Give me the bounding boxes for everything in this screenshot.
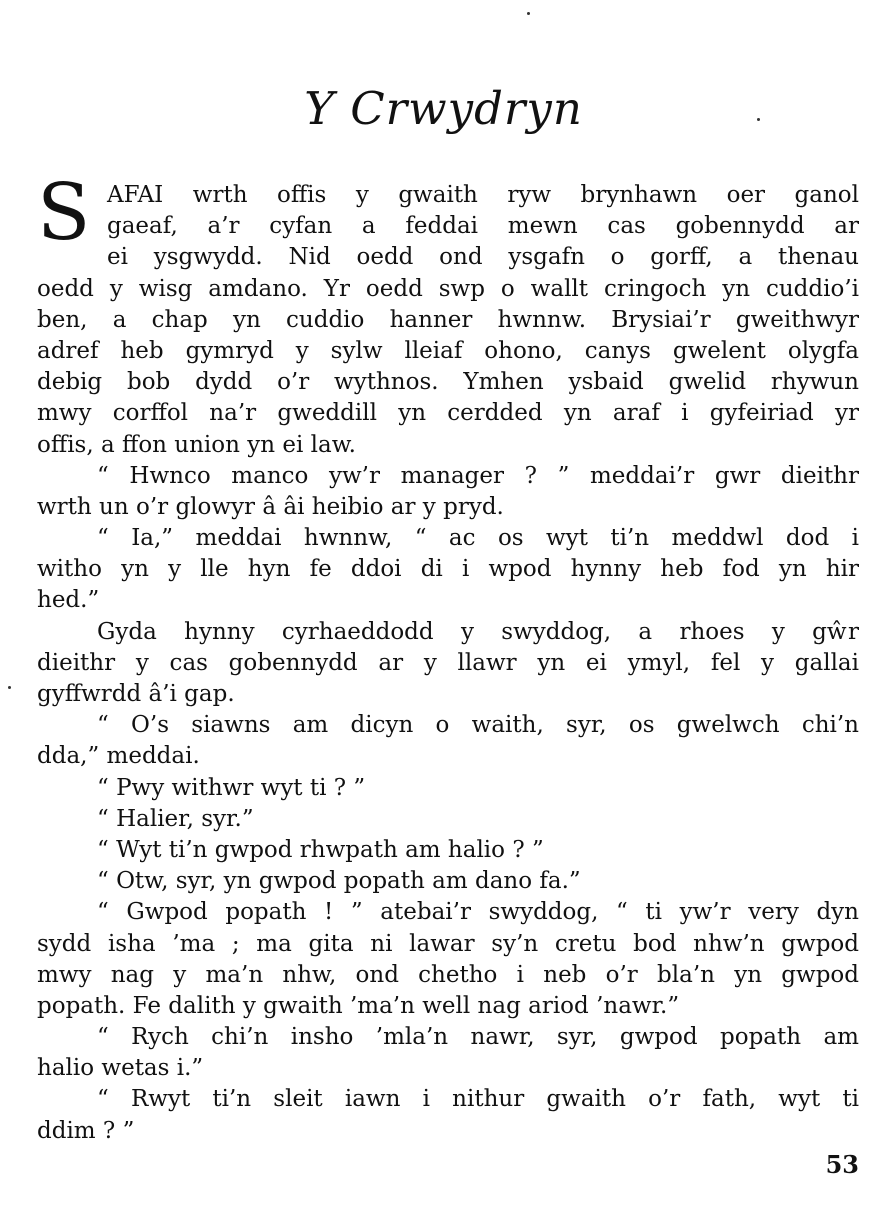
text-line: gyffwrdd â’i gap. <box>37 681 235 707</box>
text-line: mwy nag y ma’n nhw, ond chetho i neb o’r bla’n yn gwpod <box>37 961 859 988</box>
text-line: offis, a ffon union yn ei law. <box>37 431 356 458</box>
text-line: “ Hwnco manco yw’r manager ? ” meddai’r gwr dieithr <box>97 462 859 489</box>
text-line: “ Rych chi’n insho ’mla’n nawr, syr, gwpod popath am <box>97 1024 859 1051</box>
text-line: “ Otw, syr, yn gwpod popath am dano fa.” <box>97 868 581 895</box>
text-line: dieithr y cas gobennydd ar y llawr yn ei ymyl, fel y gallai <box>37 649 859 676</box>
text-line: ddim ? ” <box>37 1117 135 1144</box>
text-line: “ Wyt ti’n gwpod rhwpath am halio ? ” <box>97 836 544 863</box>
page-number: 53 <box>825 1150 859 1179</box>
text-line: hed.” <box>37 587 100 614</box>
text-line: “ Pwy withwr wyt ti ? ” <box>97 774 366 801</box>
text-line: oedd y wisg amdano. Yr oedd swp o wallt cringoch yn cuddio’i <box>37 275 859 302</box>
text-line: mwy corffol na’r gweddill yn cerdded yn araf i gyfeiriad yr <box>37 400 859 427</box>
text-line: debig bob dydd o’r wythnos. Ymhen ysbaid gwelid rhywun <box>37 369 859 396</box>
chapter-title: Y Crwydryn <box>304 82 583 135</box>
text-line: witho yn y lle hyn fe ddoi di i wpod hynny heb fod yn hir <box>37 556 859 583</box>
text-line: “ Ia,” meddai hwnnw, “ ac os wyt ti’n meddwl dod i <box>97 525 859 552</box>
text-line: “ O’s siawns am dicyn o waith, syr, os gwelwch chi’n <box>97 712 859 739</box>
text-line: “ Gwpod popath ! ” atebai’r swyddog, “ ti yw’r very dyn <box>97 899 859 926</box>
print-speck <box>8 686 11 689</box>
text-line: popath. Fe dalith y gwaith ’ma’n well nag ariod ’nawr.” <box>37 992 680 1019</box>
text-line: sydd isha ’ma ; ma gita ni lawar sy’n cretu bod nhw’n gwpod <box>37 930 859 957</box>
text-line: ben, a chap yn cuddio hanner hwnnw. Brysiai’r gweithwyr <box>37 306 859 333</box>
chapter-body <box>37 168 859 1147</box>
drop-cap: S <box>37 168 91 258</box>
print-speck <box>527 12 530 15</box>
text-line: halio wetas i.” <box>37 1055 204 1082</box>
text-line: wrth un o’r glowyr â âi heibio ar y pryd. <box>37 493 504 520</box>
text-line: “ Rwyt ti’n sleit iawn i nithur gwaith o’r fath, wyt ti <box>97 1086 859 1113</box>
text-line: gaeaf, a’r cyfan a feddai mewn cas gobennydd ar <box>107 213 859 240</box>
text-line: “ Halier, syr.” <box>97 805 254 832</box>
text-line: AFAI wrth offis y gwaith ryw brynhawn oer ganol <box>107 182 859 208</box>
text-line: adref heb gymryd y sylw lleiaf ohono, canys gwelent olygfa <box>37 337 859 364</box>
text-line: Gyda hynny cyrhaeddodd y swyddog, a rhoes y gŵr <box>97 618 859 645</box>
text-line: dda,” meddai. <box>37 743 200 770</box>
text-line: ei ysgwydd. Nid oedd ond ysgafn o gorff, a thenau <box>107 244 859 271</box>
